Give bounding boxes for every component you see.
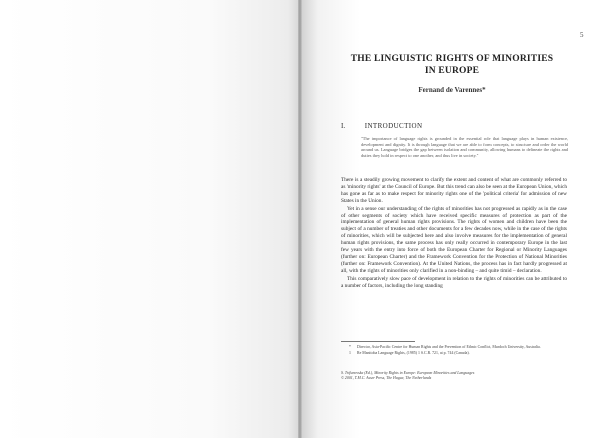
section-title: INTRODUCTION bbox=[364, 122, 423, 130]
paragraph: This comparatively slow pace of development in relation to the rights of minorities can be attributed to a number of factors, including the long standing bbox=[341, 275, 567, 289]
footnote-text: Re Manitoba Language Rights, (1985) 1 S.C.R. 721, at p. 744 (Canada). bbox=[357, 350, 470, 355]
footnotes bbox=[349, 345, 567, 356]
book-gutter bbox=[298, 0, 302, 438]
epigraph-quote: "The importance of language rights is grounded in the essential role that language plays in human existence, development and dignity. It is through language that we are able to form concepts, to structure and order the world around us. Language bridges the gap between isolation and community, allowing humans to delineate the rights and duties they hold in respect to one another, and thus live in society." bbox=[361, 136, 568, 158]
paragraph: There is a steadily growing movement to clarify the extent and content of what are commonly referred to as 'minority rights' at the Council of Europe. But this trend can also be seen at the European Union, which has gone as far as to make respect for minority rights one of the 'political criteria' for admission of new States in the Union. bbox=[341, 177, 567, 204]
chapter-title-line-1: THE LINGUISTIC RIGHTS OF MINORITIES bbox=[350, 54, 554, 64]
paragraph: Yet in a sense our understanding of the rights of minorities has not progressed as rapidly as in the case of other segments of society which have received specific measures of protection as part of the implementation of general human rights provisions. The rights of women and children have been the subject of a number of treaties and other documents for a few decades now, while in the case of the rights of minorities, which will be subjected here and also involve measures for the implementation of general human rights provisions, the same process has only really occurred in contemporary Europe in the last few years with the entry into force of both the European Charter for Regional or Minority Languages (further on: European Charter) and the Framework Convention for the Protection of National Minorities (further on: Framework Convention). At the United Nations, the process has in fact hardly progressed at all, with the rights of minorities only clarified in a non-binding – and quite timid – declaration. bbox=[341, 205, 567, 274]
copyright-notice: © 2001, T.M.C. Asser Press, The Hague, The Netherlands bbox=[341, 376, 432, 380]
footnote bbox=[349, 345, 567, 350]
footnote-text: Director, Asia-Pacific Centre for Human Rights and the Prevention of Ethnic Conflict, Murdoch University, Australia. bbox=[357, 345, 541, 349]
author-name: Fernand de Varennes* bbox=[418, 86, 486, 94]
footnote bbox=[349, 351, 567, 356]
body-text bbox=[341, 177, 567, 291]
section-heading bbox=[341, 122, 422, 130]
chapter-title bbox=[322, 53, 582, 77]
footnote-divider bbox=[341, 341, 415, 342]
chapter-title-line-2: IN EUROPE bbox=[424, 66, 480, 76]
section-number: I. bbox=[341, 122, 346, 130]
footnote-mark: 1 bbox=[349, 350, 351, 355]
publication-credit bbox=[341, 371, 567, 381]
footnote-mark: * bbox=[349, 345, 351, 349]
publication-source: S. Trifunovska (Ed.), Minority Rights in Europe: European Minorities and Languages bbox=[341, 371, 475, 375]
page-number: 5 bbox=[580, 31, 584, 39]
